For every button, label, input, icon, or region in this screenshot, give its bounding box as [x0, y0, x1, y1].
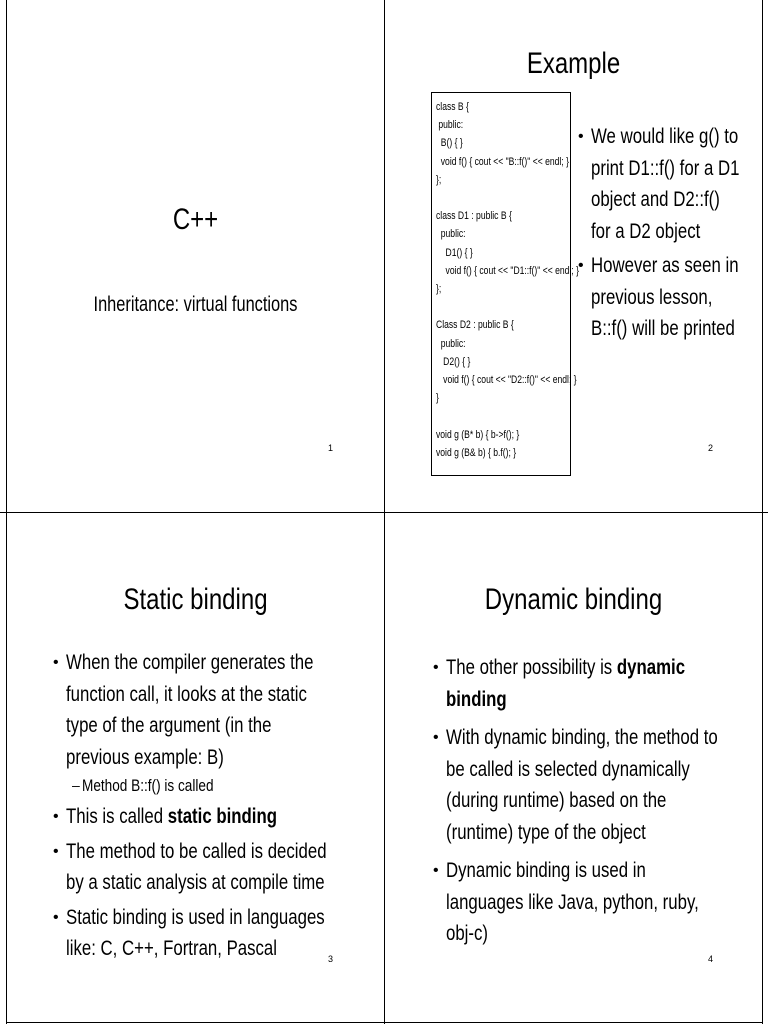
code-line: } [436, 392, 439, 405]
bullet-list [578, 121, 741, 345]
bullet-dot: • [433, 729, 439, 746]
code-line [436, 189, 537, 207]
emphasis: dynamic binding [446, 656, 686, 711]
bullet-item: • However as seen in previous lesson, B::f() will be printed [591, 250, 741, 345]
slide-2 [385, 0, 762, 512]
bullet-dot: • [578, 257, 584, 274]
slide-title: Dynamic binding [484, 583, 663, 616]
code-line: void g (B& b) { b.f(); } [436, 446, 517, 459]
code-line: class D1 : public B { [436, 210, 512, 223]
code-line: }; [436, 283, 442, 296]
bullet-dot: • [53, 842, 59, 860]
slide-number: 1 [328, 443, 334, 453]
bullet-dot: • [53, 654, 59, 671]
code-line: B() { } [436, 137, 463, 150]
slide-number: 4 [708, 954, 714, 964]
bullet-item: • With dynamic binding, the method to be called is selected dynamically (during runtime) based on the (runtime) type of the object [446, 722, 721, 848]
slide-1 [7, 0, 384, 512]
bullet-dot: • [578, 128, 584, 145]
bullet-list [53, 647, 336, 965]
code-line: public: [436, 119, 464, 132]
code-line: void f() { cout << "D2::f()" << endl; } [436, 374, 577, 387]
slide-title: C++ [172, 203, 219, 236]
bullet-dot: • [433, 862, 439, 879]
code-line: D1() { } [436, 246, 473, 259]
right-border [762, 0, 763, 1024]
code-lines [436, 98, 579, 462]
code-line: public: [436, 228, 466, 241]
sub-bullet-item: – Method B::f() is called [82, 773, 336, 798]
code-line: D2() { } [436, 355, 471, 368]
bottom-border [6, 1022, 763, 1023]
bullet-dot: • [53, 908, 59, 926]
bullet-item: • This is called static binding [66, 801, 336, 833]
bullet-item: • The method to be called is decided by a static analysis at compile time [66, 836, 336, 899]
code-line: void g (B* b) { b->f(); } [436, 428, 520, 441]
code-line [436, 407, 537, 425]
code-line: Class D2 : public B { [436, 319, 514, 332]
code-line: void f() { cout << "D1::f()" << endl; } [436, 264, 579, 277]
slide-number: 3 [328, 954, 334, 964]
bullet-item: • The other possibility is dynamic binding [446, 652, 721, 715]
bullet-list [433, 652, 721, 950]
code-listing [431, 92, 579, 476]
slide-subtitle: Inheritance: virtual functions [93, 293, 298, 316]
bullet-item: • When the compiler generates the function call, it looks at the static type of the argument (in the previous example: B) [66, 647, 336, 773]
bullet-item: • We would like g() to print D1::f() for a D1 object and D2::f() for a D2 object [591, 121, 741, 247]
slide-title: Static binding [123, 583, 268, 616]
code-line: }; [436, 173, 442, 186]
bullet-item: • Static binding is used in languages like: C, C++, Fortran, Pascal [66, 902, 336, 965]
bullet-dot: • [53, 808, 59, 825]
emphasis: static binding [167, 805, 277, 828]
slide-number: 2 [708, 443, 714, 453]
code-line: public: [436, 337, 466, 350]
sub-bullet-dash: – [72, 777, 80, 793]
slide-3 [7, 513, 384, 1022]
code-line: class B { [436, 101, 469, 113]
bullet-dot: • [433, 659, 439, 676]
code-line [436, 298, 537, 316]
slide-title: Example [526, 47, 621, 80]
bullet-item: • Dynamic binding is used in languages like Java, python, ruby, obj-c) [446, 855, 721, 950]
slide-4 [385, 513, 762, 1022]
code-line: void f() { cout << "B::f()" << endl; } [436, 155, 569, 168]
